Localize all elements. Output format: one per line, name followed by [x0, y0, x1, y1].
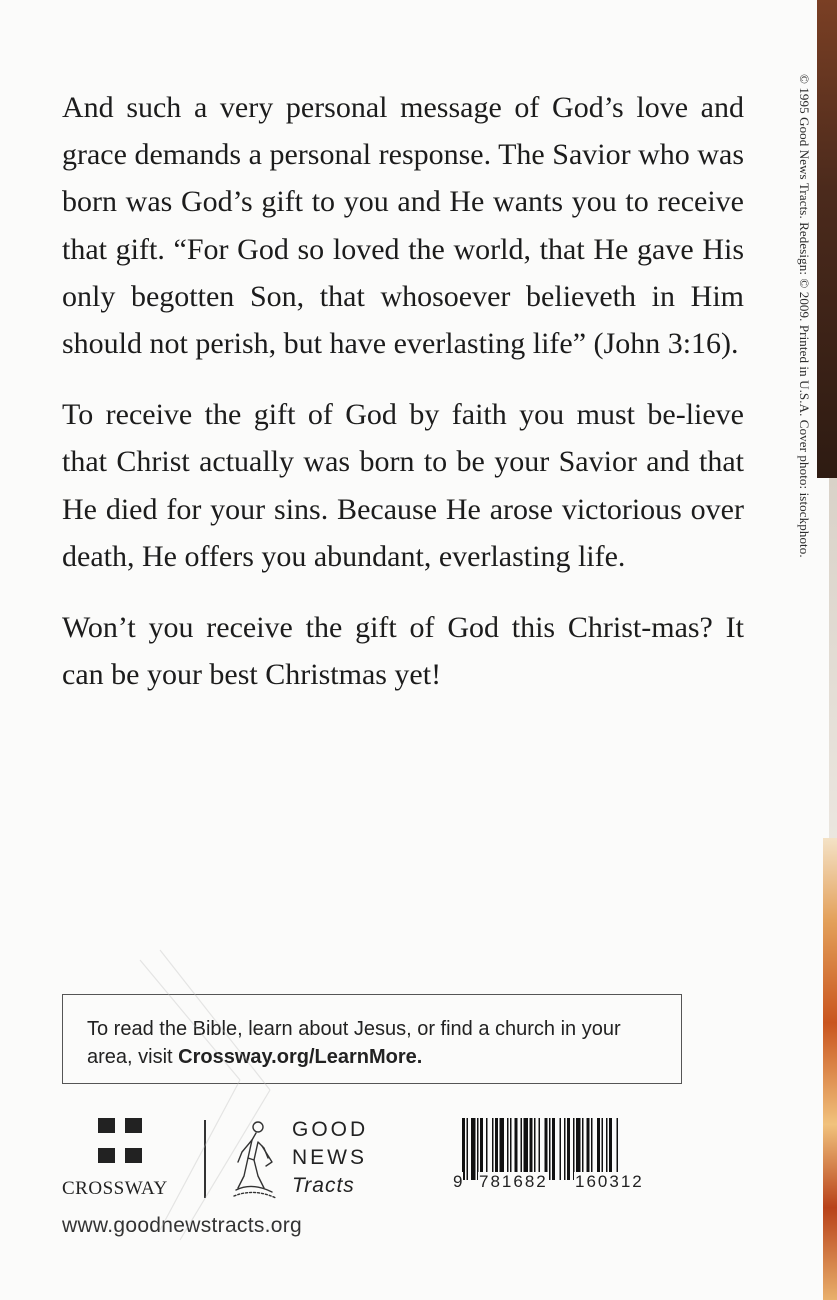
good-news-tracts-wordmark	[292, 1116, 368, 1200]
paragraph-christmas-invitation: Won’t you receive the gift of God this Christ-mas? It can be your best Christmas yet!	[62, 611, 744, 692]
paragraph-receive-gift: To receive the gift of God by faith you must be-lieve that Christ actually was born to be your Savior and that He died for your sins. Because He arose victorious over death, He offers you abundant, everlasting life.	[62, 398, 744, 573]
barcode-group-left: 781682	[479, 1172, 548, 1191]
body-text	[62, 84, 744, 722]
learn-more-box	[62, 994, 682, 1084]
cover-photo-edge-bottom	[823, 838, 837, 1300]
walking-man-icon	[228, 1118, 284, 1202]
crossway-cross-icon	[98, 1118, 144, 1166]
cover-photo-edge-top	[817, 0, 837, 478]
website-url[interactable]: www.goodnewstracts.org	[62, 1214, 303, 1237]
learn-more-text: To read the Bible, learn about Jesus, or find a church in your area, visit	[87, 1018, 621, 1068]
isbn-barcode	[452, 1118, 666, 1202]
wordmark-tracts: Tracts	[292, 1174, 355, 1197]
copyright-credit-line: © 1995 Good News Tracts. Redesign: © 2009. Printed in U.S.A. Cover photo: istockphoto.	[797, 74, 812, 558]
crossway-logo	[62, 1118, 186, 1202]
paragraph-personal-response: And such a very personal message of God’s love and grace demands a personal response. The Savior who was born was God’s gift to you and He wants you to receive that gift. “For God so loved the world, that He gave His only begotten Son, that whosoever believeth in Him should not perish, but have everlasting life” (John 3:16).	[62, 91, 744, 361]
publisher-name: CROSSWAY	[62, 1178, 168, 1199]
barcode-group-right: 160312	[575, 1172, 644, 1191]
wordmark-good: GOOD	[292, 1118, 369, 1141]
barcode-digits	[452, 1172, 666, 1196]
barcode-digit-first: 9	[453, 1172, 463, 1191]
cover-photo-edge-middle	[829, 478, 837, 838]
logo-divider	[204, 1120, 206, 1198]
wordmark-news: NEWS	[292, 1146, 367, 1169]
learn-more-link[interactable]: Crossway.org/LearnMore.	[178, 1046, 423, 1068]
barcode-bars	[452, 1118, 666, 1180]
